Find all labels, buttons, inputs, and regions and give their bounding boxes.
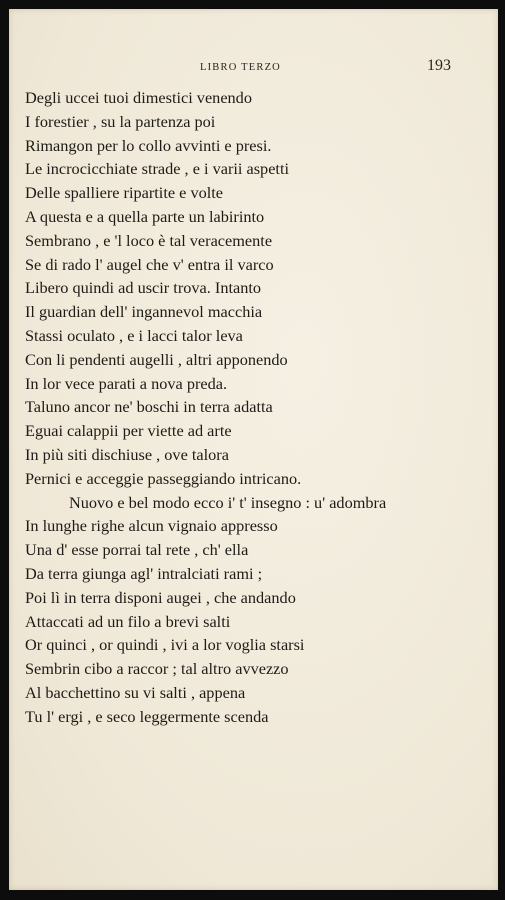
verse-line: Sembrano , e 'l loco è tal veracemente <box>25 230 273 250</box>
verse-line: I forestier , su la partenza poi <box>25 111 216 131</box>
verse-line: Or quinci , or quindi , ivi a lor voglia starsi <box>25 635 305 655</box>
verse-line: Una d' esse porrai tal rete , ch' ella <box>25 540 249 560</box>
page-number: 193 <box>427 57 451 74</box>
verse-line: Da terra giunga agl' intralciati rami ; <box>25 563 263 583</box>
verse-line: In più siti dischiuse , ove talora <box>25 444 229 464</box>
verse-line: Le incrocicchiate strade , e i varii aspetti <box>25 159 289 179</box>
verse-line: Stassi oculato , e i lacci talor leva <box>25 325 243 345</box>
verse-line: Sembrin cibo a raccor ; tal altro avvezzo <box>25 659 289 679</box>
verse-line: Libero quindi ad uscir trova. Intanto <box>25 278 262 298</box>
verse-line: In lunghe righe alcun vignaio appresso <box>25 516 278 536</box>
verse-line: Tu l' ergi , e seco leggermente scenda <box>25 706 269 726</box>
verse-line: Il guardian dell' ingannevol macchia <box>25 302 263 322</box>
page-header <box>9 59 498 79</box>
verse-line: Attaccati ad un filo a brevi salti <box>25 611 231 631</box>
verse-line: Se di rado l' augel che v' entra il varco <box>25 254 274 274</box>
verse-line: In lor vece parati a nova preda. <box>25 373 228 393</box>
verse-line: Nuovo e bel modo ecco i' t' insegno : u' adombra <box>69 492 387 512</box>
verse-line: Poi lì in terra disponi augei , che andando <box>25 587 296 607</box>
poem-text <box>25 86 495 729</box>
verse-line: Degli uccei tuoi dimestici venendo <box>25 88 252 107</box>
verse-line: Rimangon per lo collo avvinti e presi. <box>25 135 272 155</box>
verse-line: A questa e a quella parte un labirinto <box>25 206 265 226</box>
verse-line: Al bacchettino su vi salti , appena <box>25 682 246 702</box>
verse-line: Delle spalliere ripartite e volte <box>25 183 223 203</box>
verse-line: Con li pendenti augelli , altri apponendo <box>25 349 288 369</box>
verse-line: Eguai calappii per viette ad arte <box>25 421 232 441</box>
running-head: LIBRO TERZO <box>200 62 281 73</box>
verse-line: Taluno ancor ne' boschi in terra adatta <box>25 397 273 417</box>
verse-line: Pernici e acceggie passeggiando intricano. <box>25 468 302 488</box>
book-page <box>9 9 498 890</box>
